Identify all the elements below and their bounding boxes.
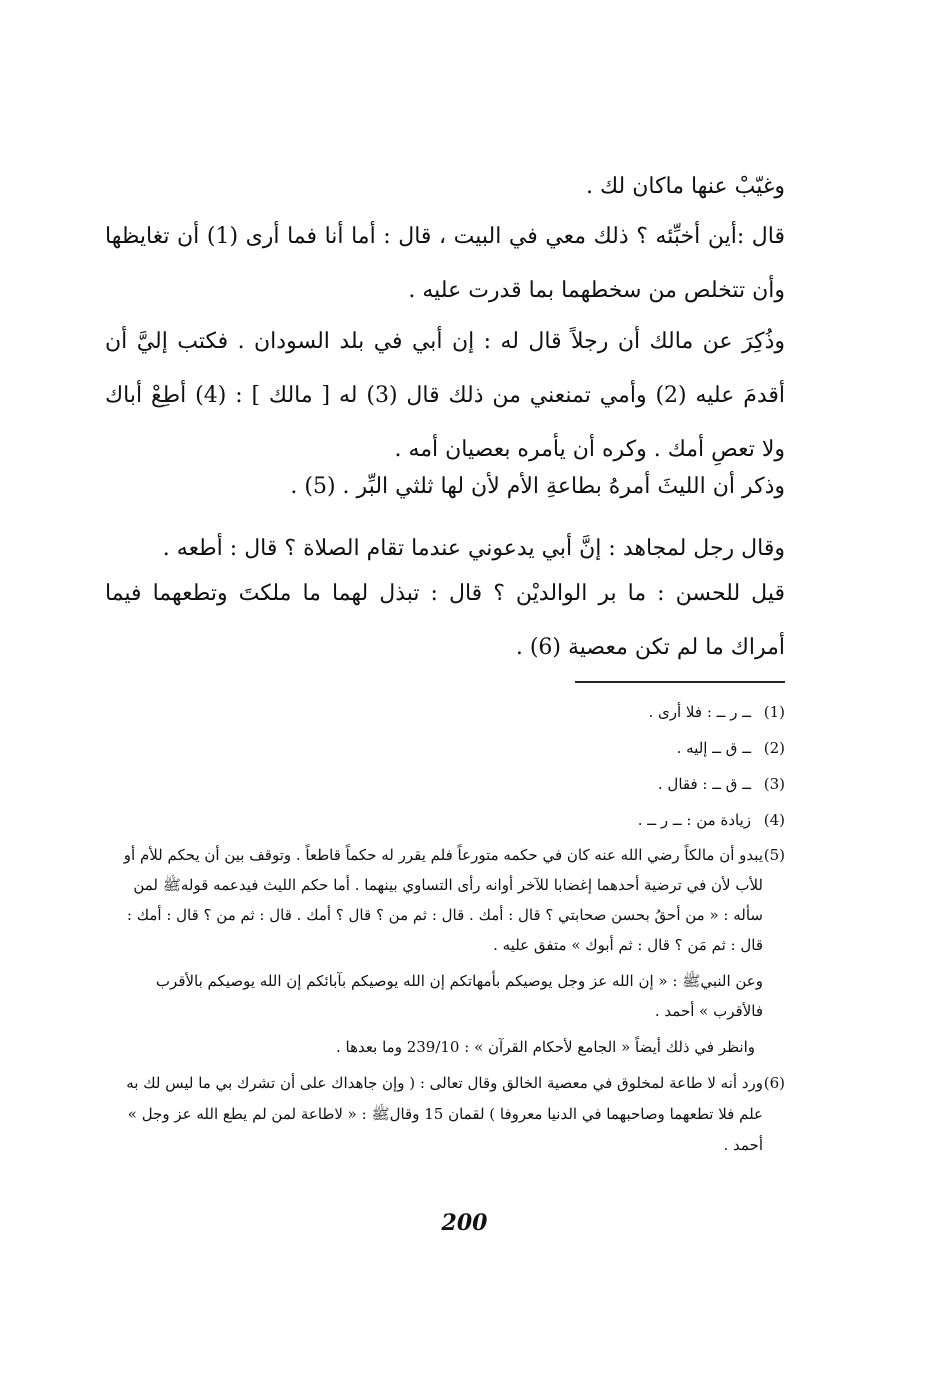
footnote-number: (4): [763, 811, 785, 829]
footnote-text: ورد أنه لا طاعة لمخلوق في معصية الخالق وقال تعالى : ( وإن جاهداك على أن تشرك بي ما ليس لك به علم فلا تطعهما وصاحبهما في الدنيا معروفا ) لقمان 15 وقالﷺ : « لاطاعة لمن لم يطع الله عز وجل » أحمد .: [126, 1074, 763, 1154]
footnote-1: [105, 694, 785, 730]
paragraph-3: وذُكِرَ عن مالك أن رجلاً قال له : إن أبي في بلد السودان . فكتب إليَّ أن أقدمَ عليه (2) وأمي تمنعني من ذلك قال (3) له [ مالك ] : (4) أطِعْ أباك ولا تعصِ أمك . وكره أن يأمره بعصيان أمه .: [105, 329, 785, 462]
main-text-block-2: [105, 210, 785, 318]
paragraph-6: قيل للحسن : ما بر الوالديْن ؟ قال : تبذل لهما ما ملكتَ وتطعهما فيما أمراك ما لم تكن معصية (6) .: [105, 581, 785, 660]
footnote-number: (3): [763, 775, 785, 793]
paragraph-4: وذكر أن الليثَ أمرهُ بطاعةِ الأم لأن لها ثلثي البِّر . (5) .: [290, 474, 785, 499]
footnotes: [105, 694, 785, 1161]
footnote-number: (1): [763, 703, 785, 721]
page-number: 200: [441, 1210, 488, 1236]
footnote-text-reference: وانظر في ذلك أيضاً « الجامع لأحكام القرآن » : 239/10 وما بعدها .: [336, 1038, 755, 1056]
footnote-text-hadith: وعن النبيﷺ : « إن الله عز وجل يوصيكم بأمهاتكم إن الله يوصيكم بآبائكم إن الله يوصيكم بالأقرب فالأقرب » أحمد .: [155, 972, 763, 1020]
main-text-block-3: [105, 315, 785, 477]
footnote-text: يبدو أن مالكاً رضي الله عنه كان في حكمه متورعاً فلم يقرر له حكماً قاطعاً . وتوقف بين أن يحكم للأم أو للأب لأن في ترضية أحدهما إغضابا للآخر أوانه رأى التساوي بينهما . أما حكم الليث فيدعمه قولهﷺ لمن سأله : « من أحقُ بحسن صحابتي ؟ قال : أمك . قال : ثم من ؟ قال ؟ أمك . قال : ثم من ؟ قال : أمك : قال : ثم مَن ؟ قال : ثم أبوك » متفق عليه .: [123, 846, 763, 954]
footnote-number: (2): [763, 739, 785, 757]
footnote-2: [105, 730, 785, 766]
main-text-block-6: [105, 567, 785, 675]
paragraph-2: قال :أين أخبِّئه ؟ ذلك معي في البيت ، قال : أما أنا فما أرى (1) أن تغايظها وأن تتخلص من سخطهما بما قدرت عليه .: [105, 224, 785, 303]
footnote-number: (6): [763, 1074, 785, 1092]
footnote-6: [105, 1068, 785, 1161]
footnote-5: [105, 840, 785, 1062]
footnote-text: ــ ر ــ : فلا أرى .: [648, 703, 751, 721]
paragraph-1: وغيّبْ عنها ماكان لك .: [585, 174, 785, 199]
footnote-text: ــ ق ــ : فقال .: [657, 775, 751, 793]
footnote-3: [105, 766, 785, 802]
footnote-number: (5): [763, 846, 785, 864]
main-text-block-4: [105, 460, 785, 514]
paragraph-5: وقال رجل لمجاهد : إنَّ أبي يدعوني عندما تقام الصلاة ؟ قال : أطعه .: [162, 536, 785, 561]
footnote-4: [105, 802, 785, 838]
main-text: [105, 160, 785, 214]
footnote-text: ــ ق ــ إليه .: [676, 739, 751, 757]
footnote-divider: [575, 681, 785, 683]
footnote-text: زيادة من : ــ ر ــ .: [637, 811, 751, 829]
